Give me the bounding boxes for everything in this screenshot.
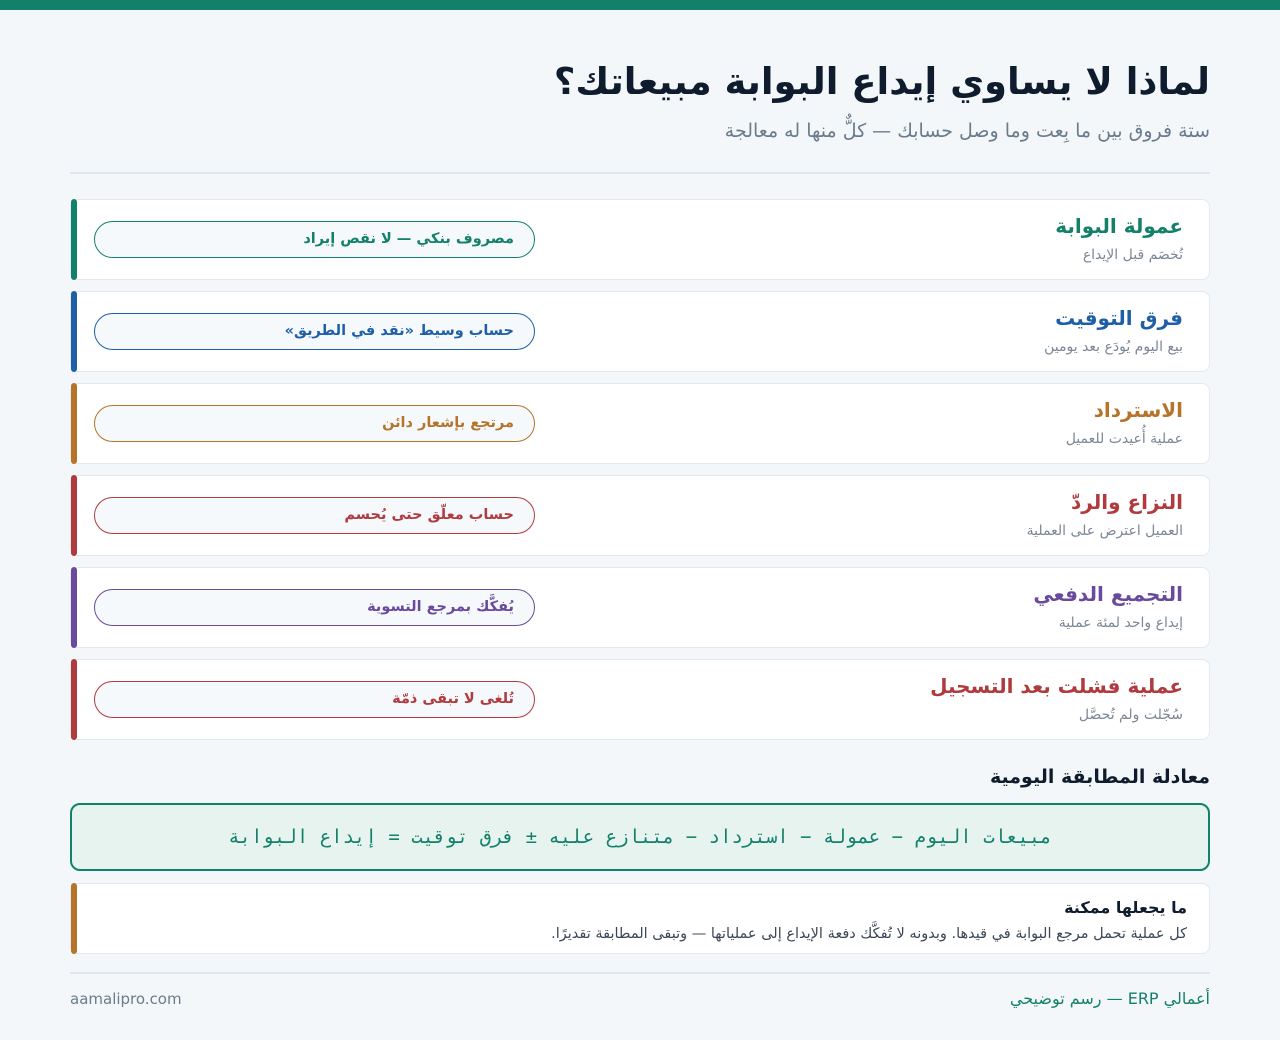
differences-list bbox=[70, 199, 1210, 751]
row-accent-bar bbox=[71, 659, 77, 740]
difference-row bbox=[70, 291, 1210, 372]
difference-row bbox=[70, 383, 1210, 464]
row-subtitle: عملية أُعيدت للعميل bbox=[1065, 431, 1183, 447]
footer-divider bbox=[70, 972, 1210, 974]
note-accent-bar bbox=[71, 883, 77, 954]
row-accent-bar bbox=[71, 199, 77, 280]
equation-box bbox=[70, 803, 1210, 871]
row-title: الاسترداد bbox=[1093, 398, 1183, 422]
treatment-pill: يُفكَّك بمرجع التسوية bbox=[94, 589, 535, 626]
row-accent-bar bbox=[71, 291, 77, 372]
footer-brand: أعمالي ERP — رسم توضيحي bbox=[1009, 989, 1210, 1008]
header-divider bbox=[70, 172, 1210, 174]
equation-heading: معادلة المطابقة اليومية bbox=[990, 766, 1210, 788]
row-title: فرق التوقيت bbox=[1055, 306, 1183, 330]
treatment-pill: حساب وسيط «نقد في الطريق» bbox=[94, 313, 535, 350]
row-title: عمولة البوابة bbox=[1055, 214, 1183, 238]
row-accent-bar bbox=[71, 567, 77, 648]
note-title: ما يجعلها ممكنة bbox=[1064, 898, 1187, 917]
row-title: التجميع الدفعي bbox=[1033, 582, 1183, 606]
row-title: النزاع والردّ bbox=[1071, 490, 1183, 514]
prerequisite-note bbox=[70, 883, 1210, 954]
treatment-pill: مرتجع بإشعار دائن bbox=[94, 405, 535, 442]
difference-row bbox=[70, 567, 1210, 648]
row-subtitle: تُخصَم قبل الإيداع bbox=[1082, 247, 1183, 263]
page-subtitle: ستة فروق بين ما بِعت وما وصل حسابك — كلٌّ منها له معالجة bbox=[724, 120, 1210, 142]
top-accent-bar bbox=[0, 0, 1280, 10]
note-body: كل عملية تحمل مرجع البوابة في قيدها. وبدونه لا تُفكَّك دفعة الإيداع إلى عملياتها — وتبقى المطابقة تقديرًا. bbox=[551, 926, 1187, 942]
row-subtitle: سُجّلت ولم تُحصَّل bbox=[1078, 707, 1183, 723]
footer-site: aamalipro.com bbox=[70, 990, 182, 1008]
row-subtitle: إيداع واحد لمئة عملية bbox=[1058, 615, 1183, 631]
difference-row bbox=[70, 659, 1210, 740]
row-subtitle: العميل اعترض على العملية bbox=[1026, 523, 1183, 539]
treatment-pill: تُلغى لا تبقى ذمّة bbox=[94, 681, 535, 718]
difference-row bbox=[70, 475, 1210, 556]
row-accent-bar bbox=[71, 475, 77, 556]
row-title: عملية فشلت بعد التسجيل bbox=[930, 674, 1183, 698]
difference-row bbox=[70, 199, 1210, 280]
treatment-pill: مصروف بنكي — لا نقص إيراد bbox=[94, 221, 535, 258]
row-subtitle: بيع اليوم يُودَع بعد يومين bbox=[1044, 339, 1183, 355]
equation-formula: مبيعات اليوم − عمولة − استرداد − متنازع عليه ± فرق توقيت = إيداع البوابة bbox=[228, 826, 1052, 848]
row-accent-bar bbox=[71, 383, 77, 464]
page-title: لماذا لا يساوي إيداع البوابة مبيعاتك؟ bbox=[553, 60, 1210, 103]
treatment-pill: حساب معلّق حتى يُحسم bbox=[94, 497, 535, 534]
